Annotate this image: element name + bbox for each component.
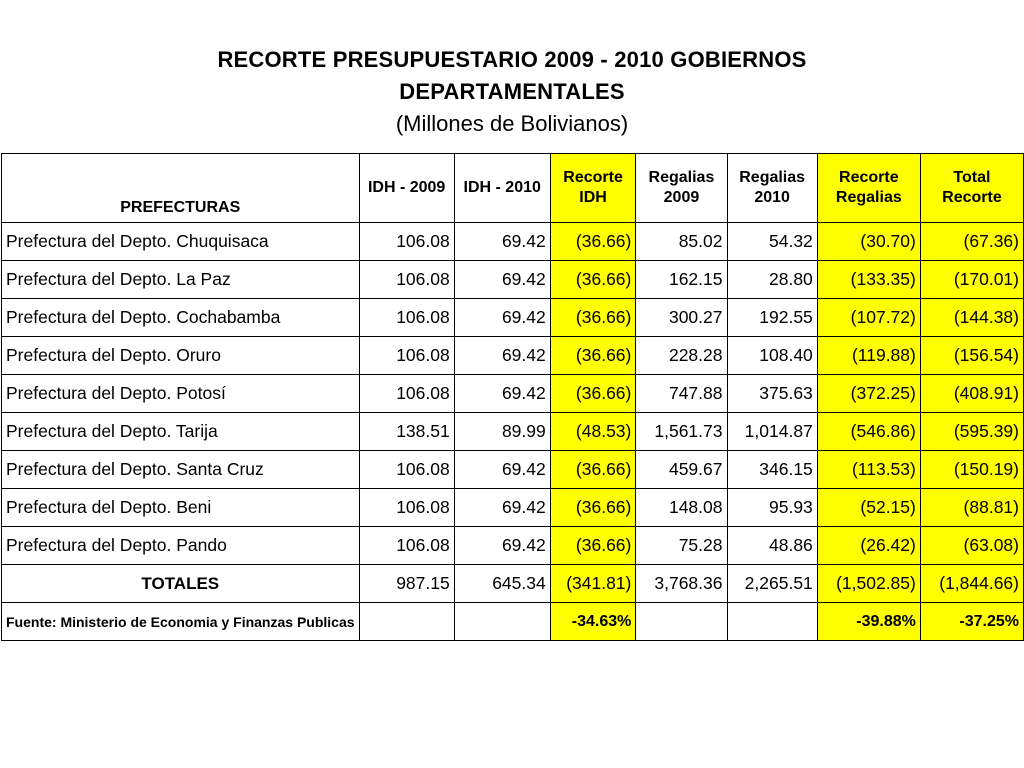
header-regalias-2009: [636, 154, 727, 223]
regalias-2010-value: 192.55: [727, 299, 817, 337]
header-recorte-idh-line1: Recorte: [563, 169, 623, 186]
recorte-regalias-value: (107.72): [817, 299, 920, 337]
recorte-regalias-value: (113.53): [817, 451, 920, 489]
total-recorte-value: (88.81): [920, 489, 1023, 527]
header-regalias-2009-line1: Regalias: [648, 169, 715, 186]
table-row: [2, 489, 1024, 527]
table-row: [2, 299, 1024, 337]
total-recorte-value: (170.01): [920, 261, 1023, 299]
budget-table: [1, 153, 1024, 641]
regalias-2009-value: 300.27: [636, 299, 727, 337]
recorte-regalias-value: (133.35): [817, 261, 920, 299]
title-block: [0, 44, 1024, 140]
pct-recorte-regalias: -39.88%: [817, 603, 920, 641]
recorte-idh-value: (36.66): [550, 527, 636, 565]
table-row: [2, 223, 1024, 261]
recorte-idh-value: (48.53): [550, 413, 636, 451]
header-recorte-regalias-line2: Regalias: [835, 189, 902, 206]
recorte-regalias-value: (372.25): [817, 375, 920, 413]
header-prefecturas: PREFECTURAS: [2, 154, 360, 223]
regalias-2009-value: 148.08: [636, 489, 727, 527]
title-line-1: RECORTE PRESUPUESTARIO 2009 - 2010 GOBIERNOS: [217, 47, 807, 72]
table-row: [2, 413, 1024, 451]
idh-2010-value: 69.42: [454, 451, 550, 489]
idh-2010-value: 69.42: [454, 261, 550, 299]
total-recorte-value: (408.91): [920, 375, 1023, 413]
title-line-2: DEPARTAMENTALES: [399, 79, 625, 104]
regalias-2010-value: 346.15: [727, 451, 817, 489]
table-row: [2, 527, 1024, 565]
header-regalias-2010: [727, 154, 817, 223]
recorte-idh-value: (36.66): [550, 223, 636, 261]
prefectura-name: Prefectura del Depto. Oruro: [2, 337, 360, 375]
header-recorte-regalias: [817, 154, 920, 223]
recorte-idh-value: (36.66): [550, 489, 636, 527]
regalias-2010-value: 375.63: [727, 375, 817, 413]
header-recorte-idh: [550, 154, 636, 223]
recorte-regalias-value: (52.15): [817, 489, 920, 527]
pct-recorte-idh: -34.63%: [550, 603, 636, 641]
total-recorte-value: (150.19): [920, 451, 1023, 489]
empty-cell: [727, 603, 817, 641]
totals-recorte-idh: (341.81): [550, 565, 636, 603]
recorte-idh-value: (36.66): [550, 261, 636, 299]
regalias-2009-value: 162.15: [636, 261, 727, 299]
recorte-regalias-value: (30.70): [817, 223, 920, 261]
regalias-2010-value: 48.86: [727, 527, 817, 565]
regalias-2009-value: 85.02: [636, 223, 727, 261]
regalias-2009-value: 75.28: [636, 527, 727, 565]
header-recorte-idh-line2: IDH: [579, 189, 607, 206]
header-recorte-regalias-line1: Recorte: [839, 169, 899, 186]
recorte-idh-value: (36.66): [550, 337, 636, 375]
regalias-2010-value: 1,014.87: [727, 413, 817, 451]
total-recorte-value: (595.39): [920, 413, 1023, 451]
regalias-2010-value: 28.80: [727, 261, 817, 299]
header-idh-2009: IDH - 2009: [359, 154, 454, 223]
header-idh-2010: IDH - 2010: [454, 154, 550, 223]
header-total-recorte-line2: Recorte: [942, 189, 1002, 206]
recorte-regalias-value: (119.88): [817, 337, 920, 375]
prefectura-name: Prefectura del Depto. Pando: [2, 527, 360, 565]
idh-2009-value: 106.08: [359, 489, 454, 527]
empty-cell: [636, 603, 727, 641]
regalias-2010-value: 95.93: [727, 489, 817, 527]
header-total-recorte: [920, 154, 1023, 223]
idh-2010-value: 69.42: [454, 223, 550, 261]
idh-2010-value: 69.42: [454, 375, 550, 413]
prefectura-name: Prefectura del Depto. Chuquisaca: [2, 223, 360, 261]
percentage-row: [2, 603, 1024, 641]
prefectura-name: Prefectura del Depto. Cochabamba: [2, 299, 360, 337]
total-recorte-value: (63.08): [920, 527, 1023, 565]
totals-regalias-2009: 3,768.36: [636, 565, 727, 603]
totals-idh-2010: 645.34: [454, 565, 550, 603]
regalias-2010-value: 54.32: [727, 223, 817, 261]
total-recorte-value: (156.54): [920, 337, 1023, 375]
idh-2009-value: 106.08: [359, 375, 454, 413]
regalias-2009-value: 228.28: [636, 337, 727, 375]
idh-2009-value: 106.08: [359, 451, 454, 489]
totals-row: [2, 565, 1024, 603]
subtitle: (Millones de Bolivianos): [395, 111, 629, 136]
header-regalias-2010-line2: 2010: [754, 189, 790, 206]
prefectura-name: Prefectura del Depto. Beni: [2, 489, 360, 527]
empty-cell: [454, 603, 550, 641]
regalias-2009-value: 1,561.73: [636, 413, 727, 451]
header-row: [2, 154, 1024, 223]
header-regalias-2010-line1: Regalias: [739, 169, 806, 186]
regalias-2010-value: 108.40: [727, 337, 817, 375]
idh-2010-value: 89.99: [454, 413, 550, 451]
recorte-regalias-value: (546.86): [817, 413, 920, 451]
header-regalias-2009-line2: 2009: [663, 189, 700, 206]
prefectura-name: Prefectura del Depto. Tarija: [2, 413, 360, 451]
regalias-2009-value: 747.88: [636, 375, 727, 413]
table-row: [2, 451, 1024, 489]
recorte-idh-value: (36.66): [550, 451, 636, 489]
total-recorte-value: (144.38): [920, 299, 1023, 337]
idh-2010-value: 69.42: [454, 527, 550, 565]
pct-total-recorte: -37.25%: [920, 603, 1023, 641]
totals-recorte-regalias: (1,502.85): [817, 565, 920, 603]
table-row: [2, 375, 1024, 413]
totals-total-recorte: (1,844.66): [920, 565, 1023, 603]
idh-2009-value: 138.51: [359, 413, 454, 451]
total-recorte-value: (67.36): [920, 223, 1023, 261]
idh-2010-value: 69.42: [454, 489, 550, 527]
recorte-idh-value: (36.66): [550, 299, 636, 337]
source-note: Fuente: Ministerio de Economia y Finanzas Publicas: [2, 603, 360, 641]
empty-cell: [359, 603, 454, 641]
idh-2009-value: 106.08: [359, 299, 454, 337]
prefectura-name: Prefectura del Depto. Potosí: [2, 375, 360, 413]
table-row: [2, 261, 1024, 299]
header-total-recorte-line1: Total: [953, 169, 991, 186]
table-row: [2, 337, 1024, 375]
totals-label: TOTALES: [2, 565, 360, 603]
regalias-2009-value: 459.67: [636, 451, 727, 489]
idh-2009-value: 106.08: [359, 337, 454, 375]
totals-idh-2009: 987.15: [359, 565, 454, 603]
prefectura-name: Prefectura del Depto. La Paz: [2, 261, 360, 299]
recorte-idh-value: (36.66): [550, 375, 636, 413]
idh-2009-value: 106.08: [359, 261, 454, 299]
prefectura-name: Prefectura del Depto. Santa Cruz: [2, 451, 360, 489]
idh-2010-value: 69.42: [454, 337, 550, 375]
totals-regalias-2010: 2,265.51: [727, 565, 817, 603]
recorte-regalias-value: (26.42): [817, 527, 920, 565]
idh-2009-value: 106.08: [359, 527, 454, 565]
idh-2009-value: 106.08: [359, 223, 454, 261]
idh-2010-value: 69.42: [454, 299, 550, 337]
